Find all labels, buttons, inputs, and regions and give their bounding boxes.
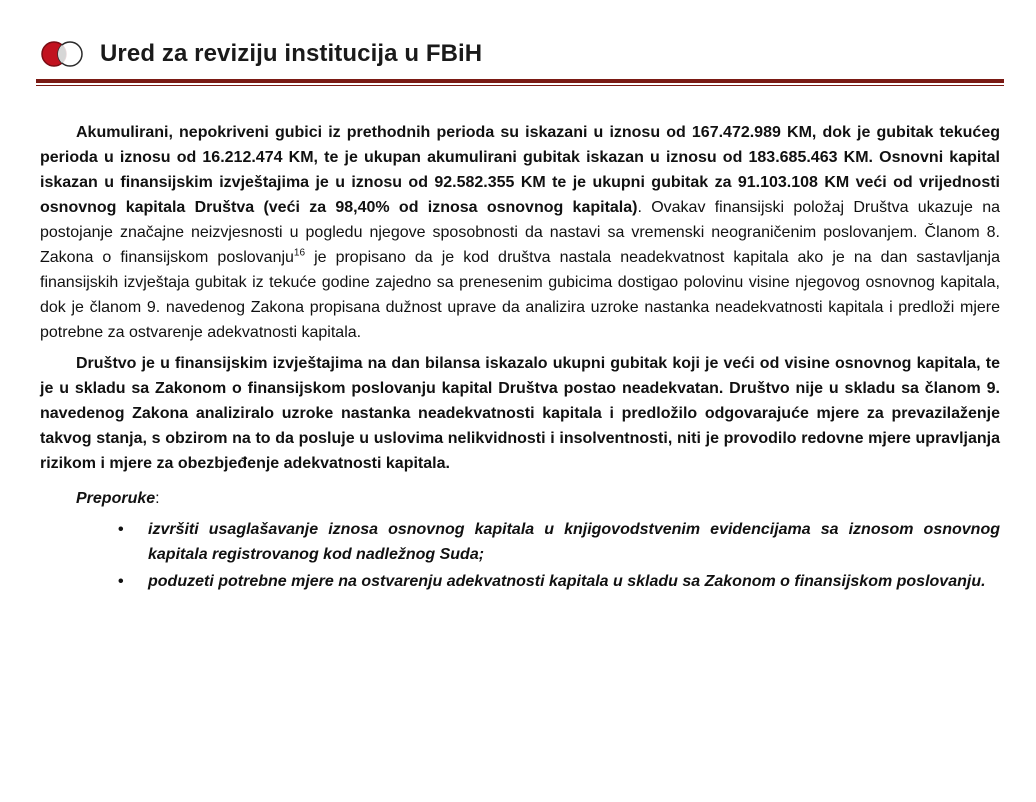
recommendations-colon: : <box>155 490 160 507</box>
paragraph-1-bold: Akumulirani, nepokriveni gubici iz prethodnih perioda su iskazani u iznosu od 167.472.989 KM, dok je gubitak tekućeg perioda u iznosu od 16.212.474 KM, te je ukupan akumulirani gubitak iskazan u iznosu od 183.685.463 KM. Osnovni kapital iskazan u finansijskim izvještajima je u iznosu od 92.582.355 KM te je ukupni gubitak za 91.103.108 KM veći od vrijednosti osnovnog kapitala Društva (veći za 98,40% od iznosa osnovnog kapitala) <box>40 124 1000 216</box>
document-body <box>40 120 1000 596</box>
header-rule-thin <box>36 85 1004 86</box>
recommendations-label: Preporuke <box>76 490 156 507</box>
recommendations-heading <box>76 486 1000 511</box>
recommendation-text: poduzeti potrebne mjere na ostvarenju adekvatnosti kapitala u skladu sa Zakonom o finansijskom poslovanju. <box>148 573 986 590</box>
header-title: Ured za reviziju institucija u FBiH <box>100 40 483 67</box>
list-item <box>40 517 1000 567</box>
bullet-icon: • <box>118 573 124 590</box>
paragraph-1-text-b: je propisano da je kod društva nastala neadekvatnost kapitala ako je na dan sastavljanja finansijskih izvještaja gubitak iz tekuće godine zajedno sa prenesenim gubicima dostigao polovinu visine njegovog osnovnog kapitala, dok je članom 9. navedenog Zakona propisana dužnost uprave da analizira uzroke nastanka neadekvatnosti kapitala i predloži mjere potrebne za ostvarenje adekvatnosti kapitala. <box>40 249 1000 341</box>
paragraph-2 <box>40 351 1000 476</box>
bullet-icon: • <box>118 521 124 538</box>
paragraph-1-text-a: . Ovakav finansijski položaj Društva ukazuje na postojanje značajne neizvjesnosti u pogledu njegove sposobnosti da nastavi sa vremenski neograničenim poslovanjem. Članom 8. Zakona o finansijskom poslovanju <box>40 199 1000 266</box>
recommendation-text: izvršiti usaglašavanje iznosa osnovnog kapitala u knjigovodstvenim evidencijama sa iznosom osnovnog kapitala registrovanog kod nadležnog Suda; <box>148 521 1000 563</box>
two-circles-logo-icon <box>40 38 92 70</box>
paragraph-2-bold: Društvo je u finansijskim izvještajima na dan bilansa iskazalo ukupni gubitak koji je veći od visine osnovnog kapitala, te je u skladu sa Zakonom o finansijskom poslovanju kapital Društva postao neadekvatan. Društvo nije u skladu sa članom 9. navedenog Zakona analiziralo uzroke nastanka neadekvatnosti kapitala i predložilo odgovarajuće mjere za prevazilaženje takvog stanja, s obzirom na to da posluje u uslovima nelikvidnosti i insolventnosti, niti je provodilo redovne mjere upravljanja rizikom i mjere za obezbjeđenje adekvatnosti kapitala. <box>40 355 1000 472</box>
recommendations-list <box>40 517 1000 594</box>
footnote-ref[interactable]: 16 <box>293 247 306 259</box>
list-item <box>40 569 1000 594</box>
paragraph-1 <box>40 120 1000 345</box>
page-header <box>40 34 1000 82</box>
header-rule-thick <box>36 79 1004 83</box>
